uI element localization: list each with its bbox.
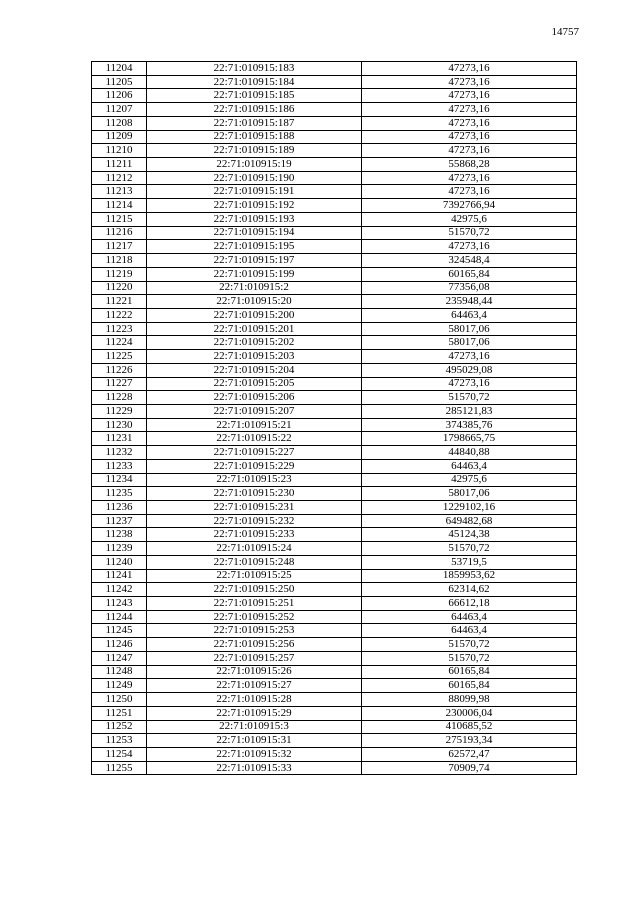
table-row: [92, 377, 577, 391]
row-number-cell: 11243: [92, 597, 147, 611]
row-number-cell: 11207: [92, 103, 147, 117]
cadastral-number-cell: 22:71:010915:251: [147, 597, 362, 611]
cadastral-value-cell: 66612,18: [362, 597, 577, 611]
cadastral-number-cell: 22:71:010915:207: [147, 404, 362, 418]
cadastral-number-cell: 22:71:010915:19: [147, 158, 362, 172]
cadastral-value-cell: 42975,6: [362, 212, 577, 226]
cadastral-number-cell: 22:71:010915:191: [147, 185, 362, 199]
cadastral-value-cell: 649482,68: [362, 514, 577, 528]
table-row: [92, 501, 577, 515]
cadastral-value-cell: 62572,47: [362, 747, 577, 761]
row-number-cell: 11222: [92, 308, 147, 322]
cadastral-value-cell: 60165,84: [362, 665, 577, 679]
table-row: [92, 734, 577, 748]
table-row: [92, 322, 577, 336]
row-number-cell: 11226: [92, 363, 147, 377]
row-number-cell: 11244: [92, 610, 147, 624]
cadastral-value-cell: 47273,16: [362, 350, 577, 364]
table-row: [92, 350, 577, 364]
cadastral-number-cell: 22:71:010915:205: [147, 377, 362, 391]
cadastral-number-cell: 22:71:010915:231: [147, 501, 362, 515]
cadastral-value-cell: 42975,6: [362, 473, 577, 487]
row-number-cell: 11248: [92, 665, 147, 679]
row-number-cell: 11210: [92, 144, 147, 158]
table-row: [92, 75, 577, 89]
cadastral-number-cell: 22:71:010915:232: [147, 514, 362, 528]
cadastral-value-cell: 235948,44: [362, 295, 577, 309]
cadastral-number-cell: 22:71:010915:193: [147, 212, 362, 226]
table-row: [92, 610, 577, 624]
row-number-cell: 11238: [92, 528, 147, 542]
cadastral-value-cell: 60165,84: [362, 267, 577, 281]
row-number-cell: 11208: [92, 116, 147, 130]
cadastral-value-cell: 230006,04: [362, 706, 577, 720]
cadastral-value-cell: 47273,16: [362, 240, 577, 254]
table-row: [92, 487, 577, 501]
row-number-cell: 11223: [92, 322, 147, 336]
cadastral-number-cell: 22:71:010915:197: [147, 254, 362, 268]
cadastral-number-cell: 22:71:010915:200: [147, 308, 362, 322]
row-number-cell: 11242: [92, 583, 147, 597]
row-number-cell: 11237: [92, 514, 147, 528]
row-number-cell: 11218: [92, 254, 147, 268]
cadastral-value-cell: 51570,72: [362, 651, 577, 665]
cadastral-value-cell: 47273,16: [362, 144, 577, 158]
table-row: [92, 404, 577, 418]
cadastral-number-cell: 22:71:010915:192: [147, 199, 362, 213]
cadastral-value-cell: 58017,06: [362, 322, 577, 336]
table-row: [92, 693, 577, 707]
cadastral-number-cell: 22:71:010915:190: [147, 171, 362, 185]
cadastral-value-cell: 53719,5: [362, 555, 577, 569]
row-number-cell: 11251: [92, 706, 147, 720]
cadastral-value-cell: 47273,16: [362, 130, 577, 144]
cadastral-value-cell: 77356,08: [362, 281, 577, 295]
cadastral-value-cell: 374385,76: [362, 418, 577, 432]
cadastral-number-cell: 22:71:010915:24: [147, 542, 362, 556]
cadastral-number-cell: 22:71:010915:206: [147, 391, 362, 405]
row-number-cell: 11216: [92, 226, 147, 240]
row-number-cell: 11215: [92, 212, 147, 226]
row-number-cell: 11231: [92, 432, 147, 446]
row-number-cell: 11212: [92, 171, 147, 185]
cadastral-value-cell: 64463,4: [362, 308, 577, 322]
row-number-cell: 11234: [92, 473, 147, 487]
table-row: [92, 212, 577, 226]
cadastral-number-cell: 22:71:010915:25: [147, 569, 362, 583]
page-number: 14757: [551, 26, 579, 38]
cadastral-number-cell: 22:71:010915:230: [147, 487, 362, 501]
row-number-cell: 11247: [92, 651, 147, 665]
cadastral-value-cell: 51570,72: [362, 226, 577, 240]
row-number-cell: 11252: [92, 720, 147, 734]
cadastral-number-cell: 22:71:010915:23: [147, 473, 362, 487]
row-number-cell: 11225: [92, 350, 147, 364]
table-row: [92, 569, 577, 583]
cadastral-value-cell: 88099,98: [362, 693, 577, 707]
cadastral-number-cell: 22:71:010915:31: [147, 734, 362, 748]
row-number-cell: 11209: [92, 130, 147, 144]
table-row: [92, 514, 577, 528]
row-number-cell: 11221: [92, 295, 147, 309]
cadastral-value-cell: 47273,16: [362, 116, 577, 130]
table-row: [92, 665, 577, 679]
row-number-cell: 11213: [92, 185, 147, 199]
cadastral-value-cell: 70909,74: [362, 761, 577, 775]
cadastral-number-cell: 22:71:010915:202: [147, 336, 362, 350]
row-number-cell: 11254: [92, 747, 147, 761]
cadastral-value-cell: 324548,4: [362, 254, 577, 268]
table-row: [92, 706, 577, 720]
row-number-cell: 11232: [92, 446, 147, 460]
cadastral-value-cell: 47273,16: [362, 171, 577, 185]
table-row: [92, 446, 577, 460]
table-row: [92, 89, 577, 103]
cadastral-number-cell: 22:71:010915:26: [147, 665, 362, 679]
row-number-cell: 11224: [92, 336, 147, 350]
cadastral-value-cell: 58017,06: [362, 336, 577, 350]
cadastral-number-cell: 22:71:010915:199: [147, 267, 362, 281]
cadastral-value-cell: 47273,16: [362, 89, 577, 103]
table-row: [92, 473, 577, 487]
row-number-cell: 11239: [92, 542, 147, 556]
cadastral-number-cell: 22:71:010915:253: [147, 624, 362, 638]
table-row: [92, 363, 577, 377]
table-row: [92, 761, 577, 775]
cadastral-number-cell: 22:71:010915:256: [147, 638, 362, 652]
table-row: [92, 308, 577, 322]
table-row: [92, 555, 577, 569]
cadastral-value-cell: 51570,72: [362, 638, 577, 652]
cadastral-value-cell: 285121,83: [362, 404, 577, 418]
row-number-cell: 11255: [92, 761, 147, 775]
row-number-cell: 11217: [92, 240, 147, 254]
row-number-cell: 11230: [92, 418, 147, 432]
row-number-cell: 11214: [92, 199, 147, 213]
cadastral-number-cell: 22:71:010915:3: [147, 720, 362, 734]
cadastral-value-cell: 60165,84: [362, 679, 577, 693]
table-row: [92, 281, 577, 295]
table-row: [92, 267, 577, 281]
cadastral-number-cell: 22:71:010915:203: [147, 350, 362, 364]
row-number-cell: 11236: [92, 501, 147, 515]
cadastral-number-cell: 22:71:010915:204: [147, 363, 362, 377]
row-number-cell: 11246: [92, 638, 147, 652]
cadastral-number-cell: 22:71:010915:20: [147, 295, 362, 309]
table-row: [92, 226, 577, 240]
cadastral-number-cell: 22:71:010915:32: [147, 747, 362, 761]
cadastral-value-cell: 51570,72: [362, 391, 577, 405]
cadastral-number-cell: 22:71:010915:257: [147, 651, 362, 665]
cadastral-value-cell: 47273,16: [362, 185, 577, 199]
table-row: [92, 542, 577, 556]
cadastral-value-cell: 1798665,75: [362, 432, 577, 446]
table-row: [92, 391, 577, 405]
cadastral-number-cell: 22:71:010915:183: [147, 62, 362, 76]
table-row: [92, 459, 577, 473]
cadastral-value-table: [91, 61, 577, 775]
cadastral-value-cell: 47273,16: [362, 75, 577, 89]
cadastral-value-cell: 275193,34: [362, 734, 577, 748]
table-row: [92, 624, 577, 638]
table-row: [92, 638, 577, 652]
cadastral-value-cell: 47273,16: [362, 377, 577, 391]
table-row: [92, 336, 577, 350]
row-number-cell: 11220: [92, 281, 147, 295]
row-number-cell: 11253: [92, 734, 147, 748]
cadastral-value-cell: 495029,08: [362, 363, 577, 377]
table-row: [92, 116, 577, 130]
row-number-cell: 11245: [92, 624, 147, 638]
cadastral-number-cell: 22:71:010915:227: [147, 446, 362, 460]
cadastral-value-cell: 62314,62: [362, 583, 577, 597]
cadastral-value-cell: 1229102,16: [362, 501, 577, 515]
row-number-cell: 11240: [92, 555, 147, 569]
table-row: [92, 418, 577, 432]
cadastral-number-cell: 22:71:010915:250: [147, 583, 362, 597]
cadastral-value-cell: 58017,06: [362, 487, 577, 501]
cadastral-number-cell: 22:71:010915:187: [147, 116, 362, 130]
row-number-cell: 11219: [92, 267, 147, 281]
cadastral-number-cell: 22:71:010915:194: [147, 226, 362, 240]
table-row: [92, 432, 577, 446]
cadastral-value-cell: 51570,72: [362, 542, 577, 556]
row-number-cell: 11233: [92, 459, 147, 473]
table-row: [92, 144, 577, 158]
cadastral-number-cell: 22:71:010915:21: [147, 418, 362, 432]
cadastral-value-cell: 7392766,94: [362, 199, 577, 213]
cadastral-number-cell: 22:71:010915:201: [147, 322, 362, 336]
cadastral-number-cell: 22:71:010915:186: [147, 103, 362, 117]
table-row: [92, 583, 577, 597]
row-number-cell: 11204: [92, 62, 147, 76]
cadastral-number-cell: 22:71:010915:27: [147, 679, 362, 693]
cadastral-number-cell: 22:71:010915:195: [147, 240, 362, 254]
table-row: [92, 158, 577, 172]
cadastral-number-cell: 22:71:010915:184: [147, 75, 362, 89]
row-number-cell: 11228: [92, 391, 147, 405]
row-number-cell: 11229: [92, 404, 147, 418]
row-number-cell: 11235: [92, 487, 147, 501]
row-number-cell: 11227: [92, 377, 147, 391]
cadastral-value-cell: 44840,88: [362, 446, 577, 460]
cadastral-number-cell: 22:71:010915:2: [147, 281, 362, 295]
cadastral-value-cell: 47273,16: [362, 103, 577, 117]
cadastral-value-cell: 64463,4: [362, 610, 577, 624]
cadastral-number-cell: 22:71:010915:28: [147, 693, 362, 707]
cadastral-value-cell: 45124,38: [362, 528, 577, 542]
cadastral-number-cell: 22:71:010915:252: [147, 610, 362, 624]
row-number-cell: 11249: [92, 679, 147, 693]
cadastral-number-cell: 22:71:010915:185: [147, 89, 362, 103]
table-row: [92, 528, 577, 542]
row-number-cell: 11250: [92, 693, 147, 707]
row-number-cell: 11211: [92, 158, 147, 172]
table-row: [92, 747, 577, 761]
table-row: [92, 295, 577, 309]
table-row: [92, 171, 577, 185]
cadastral-number-cell: 22:71:010915:29: [147, 706, 362, 720]
table-body: [92, 62, 577, 775]
cadastral-value-cell: 64463,4: [362, 624, 577, 638]
cadastral-number-cell: 22:71:010915:229: [147, 459, 362, 473]
table-row: [92, 185, 577, 199]
cadastral-number-cell: 22:71:010915:33: [147, 761, 362, 775]
cadastral-number-cell: 22:71:010915:188: [147, 130, 362, 144]
cadastral-number-cell: 22:71:010915:22: [147, 432, 362, 446]
cadastral-value-cell: 410685,52: [362, 720, 577, 734]
table-row: [92, 199, 577, 213]
row-number-cell: 11241: [92, 569, 147, 583]
table-row: [92, 254, 577, 268]
cadastral-number-cell: 22:71:010915:233: [147, 528, 362, 542]
table-row: [92, 651, 577, 665]
cadastral-value-cell: 55868,28: [362, 158, 577, 172]
cadastral-value-cell: 47273,16: [362, 62, 577, 76]
row-number-cell: 11205: [92, 75, 147, 89]
row-number-cell: 11206: [92, 89, 147, 103]
cadastral-value-cell: 1859953,62: [362, 569, 577, 583]
cadastral-value-cell: 64463,4: [362, 459, 577, 473]
cadastral-number-cell: 22:71:010915:248: [147, 555, 362, 569]
table-row: [92, 597, 577, 611]
cadastral-number-cell: 22:71:010915:189: [147, 144, 362, 158]
table-row: [92, 240, 577, 254]
table-row: [92, 62, 577, 76]
table-row: [92, 679, 577, 693]
table-row: [92, 720, 577, 734]
table-row: [92, 103, 577, 117]
table-row: [92, 130, 577, 144]
